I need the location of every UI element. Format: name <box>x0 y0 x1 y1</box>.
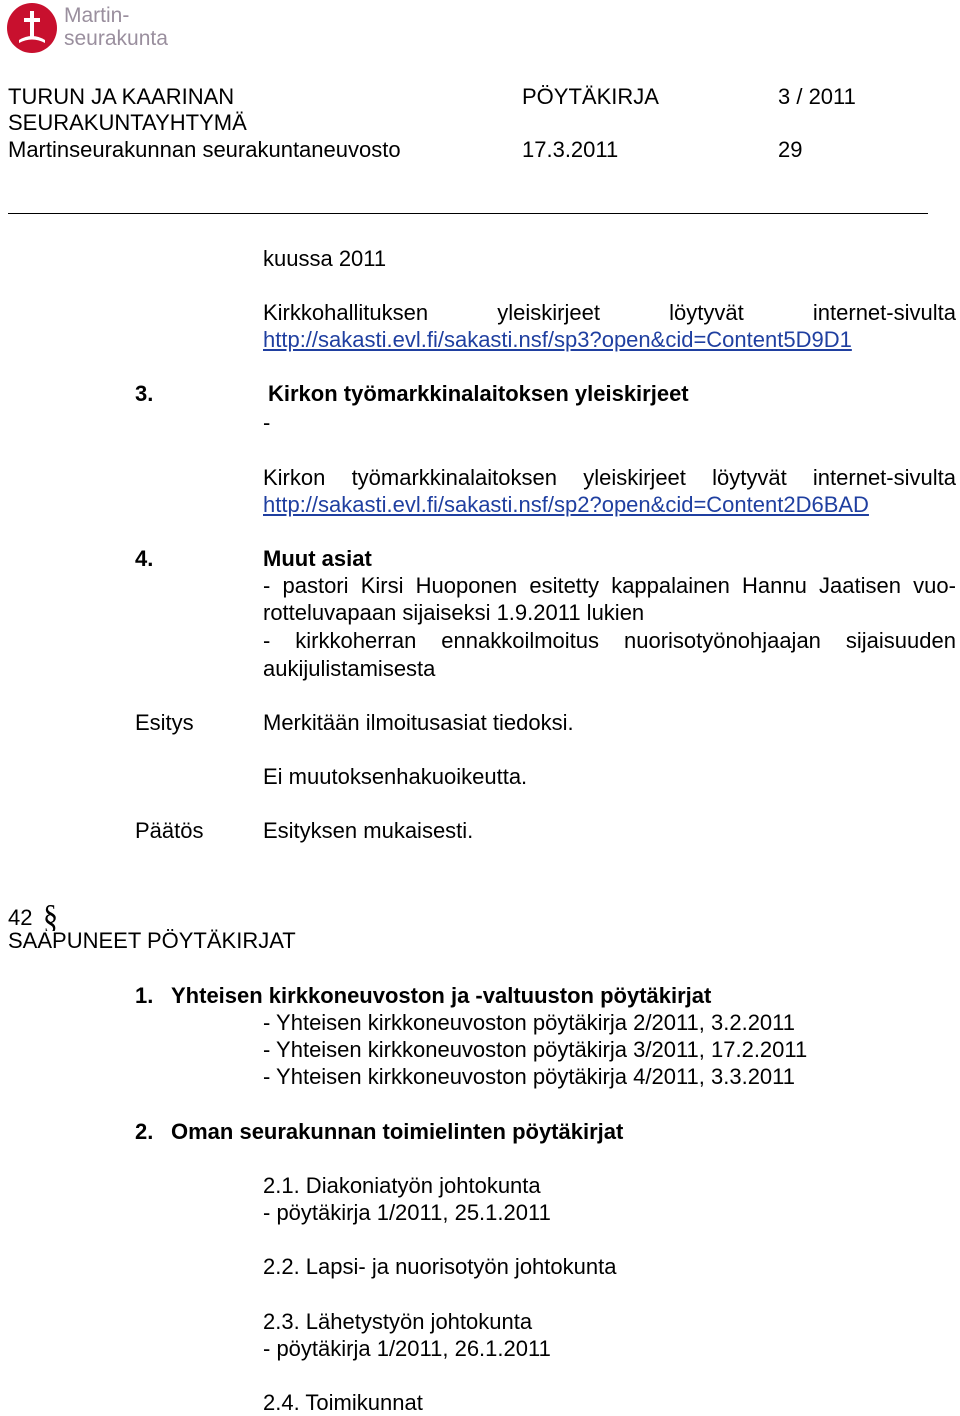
church-logo-icon <box>6 2 58 59</box>
logo-line-1: Martin- <box>64 4 130 27</box>
council-name: Martinseurakunnan seurakuntaneuvosto <box>8 137 401 162</box>
word: nuorisotyönohjaajan <box>623 628 821 653</box>
word: Hannu <box>742 573 807 598</box>
word: sijaisuuden <box>845 628 956 653</box>
item2-link[interactable]: http://sakasti.evl.fi/sakasti.nsf/sp3?open&cid=Content5D9D1 <box>263 327 852 352</box>
sub2-4-title: 2.4. Toimikunnat <box>263 1390 423 1415</box>
section-sign-glyph <box>43 901 57 931</box>
item3-title: Kirkon työmarkkinalaitoksen yleiskirjeet <box>268 381 689 406</box>
word: internet-sivulta <box>812 300 956 325</box>
item3-text-line <box>263 465 956 491</box>
proposal-label: Esitys <box>135 710 194 735</box>
word: Kirkkohallituksen <box>263 300 429 325</box>
word: yleiskirjeet <box>497 300 600 325</box>
word: internet-sivulta <box>812 465 956 490</box>
item2-text-line <box>263 300 956 326</box>
word: - <box>263 628 271 653</box>
item3-number: 3. <box>135 381 154 406</box>
sub1-item: - Yhteisen kirkkoneuvoston pöytäkirja 4/2011, 3.3.2011 <box>263 1064 796 1089</box>
item4-line-2: rotteluvapaan sijaiseksi 1.9.2011 lukien <box>263 600 645 625</box>
section-title: SAAPUNEET PÖYTÄKIRJAT <box>8 928 296 953</box>
sub1-title: Yhteisen kirkkoneuvoston ja -valtuuston pöytäkirjat <box>171 983 712 1008</box>
org-name-line-2: SEURAKUNTAYHTYMÄ <box>8 110 247 135</box>
sub2-3-title: 2.3. Lähetystyön johtokunta <box>263 1309 533 1334</box>
sub1-item: - Yhteisen kirkkoneuvoston pöytäkirja 2/2011, 3.2.2011 <box>263 1010 796 1035</box>
sub2-number: 2. <box>135 1119 154 1144</box>
word: pastori <box>282 573 349 598</box>
header-divider <box>8 213 928 214</box>
decision-label: Päätös <box>135 818 204 843</box>
sub2-1-item: - pöytäkirja 1/2011, 25.1.2011 <box>263 1200 551 1225</box>
no-appeal-note: Ei muutoksenhakuoikeutta. <box>263 764 528 789</box>
word: Huoponen <box>415 573 518 598</box>
intro-line: kuussa 2011 <box>263 246 387 271</box>
item4-line-1 <box>263 573 956 599</box>
word: vuo- <box>913 573 956 598</box>
word: työmarkkinalaitoksen <box>351 465 557 490</box>
logo-wordmark <box>64 4 168 50</box>
section-sign-text: § <box>42 901 57 931</box>
page-number: 29 <box>778 137 803 162</box>
word: yleiskirjeet <box>583 465 686 490</box>
word: ennakkoilmoitus <box>441 628 600 653</box>
sub2-1-title: 2.1. Diakoniatyön johtokunta <box>263 1173 541 1198</box>
proposal-text: Merkitään ilmoitusasiat tiedoksi. <box>263 710 574 735</box>
item4-line-3 <box>263 628 956 654</box>
item4-line-4: aukijulistamisesta <box>263 656 436 681</box>
word: Jaatisen <box>819 573 901 598</box>
word: Kirkon <box>263 465 326 490</box>
sub1-item: - Yhteisen kirkkoneuvoston pöytäkirja 3/2011, 17.2.2011 <box>263 1037 808 1062</box>
sub2-3-item: - pöytäkirja 1/2011, 26.1.2011 <box>263 1336 551 1361</box>
word: löytyvät <box>669 300 744 325</box>
word: esitetty <box>529 573 600 598</box>
item4-number: 4. <box>135 546 154 571</box>
word: - <box>263 573 271 598</box>
logo-line-2: seurakunta <box>64 27 168 50</box>
word: löytyvät <box>712 465 787 490</box>
org-name-line-1: TURUN JA KAARINAN <box>8 84 235 109</box>
meeting-date: 17.3.2011 <box>522 137 619 162</box>
item3-link[interactable]: http://sakasti.evl.fi/sakasti.nsf/sp2?open&cid=Content2D6BAD <box>263 492 869 517</box>
document-type: PÖYTÄKIRJA <box>522 84 659 109</box>
word: Kirsi <box>360 573 404 598</box>
word: kappalainen <box>611 573 730 598</box>
word: kirkkoherran <box>295 628 417 653</box>
sub2-title: Oman seurakunnan toimielinten pöytäkirjat <box>171 1119 624 1144</box>
sub1-number: 1. <box>135 983 154 1008</box>
item3-dash: - <box>263 410 271 435</box>
section-number: 42 <box>8 904 33 930</box>
sub2-2-title: 2.2. Lapsi- ja nuorisotyön johtokunta <box>263 1254 617 1279</box>
item4-title: Muut asiat <box>263 546 372 571</box>
decision-text: Esityksen mukaisesti. <box>263 818 474 843</box>
issue-number: 3 / 2011 <box>778 84 856 109</box>
